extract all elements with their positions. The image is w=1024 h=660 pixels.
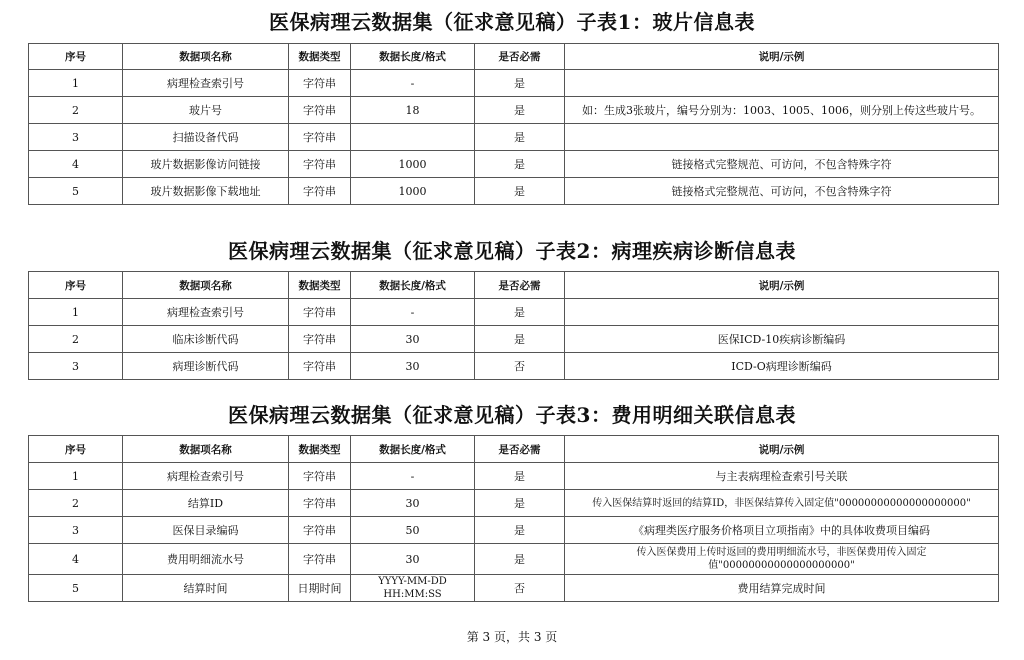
header-required: 是否必需: [475, 436, 565, 463]
cell-data-type: 字符串: [289, 326, 351, 353]
cell-length-format: YYYY-MM-DD HH:MM:SS: [351, 575, 475, 602]
cell-index: 1: [29, 299, 123, 326]
cell-required: 是: [475, 151, 565, 178]
table-row: [29, 70, 999, 97]
table-row: [29, 353, 999, 380]
table1-section: [0, 8, 1024, 36]
table-row: [29, 299, 999, 326]
cell-data-type: 日期时间: [289, 575, 351, 602]
header-index: 序号: [29, 436, 123, 463]
cell-description: 费用结算完成时间: [565, 575, 999, 602]
cell-length-format: -: [351, 463, 475, 490]
cell-index: 4: [29, 151, 123, 178]
cell-description: 链接格式完整规范、可访问，不包含特殊字符: [565, 178, 999, 205]
table-row: [29, 463, 999, 490]
cell-item-name: 医保目录编码: [123, 517, 289, 544]
cell-item-name: 病理检查索引号: [123, 463, 289, 490]
header-item-name: 数据项名称: [123, 272, 289, 299]
cell-index: 3: [29, 124, 123, 151]
cell-length-format: -: [351, 299, 475, 326]
header-length-format: 数据长度/格式: [351, 272, 475, 299]
cell-length-format: 30: [351, 326, 475, 353]
cell-data-type: 字符串: [289, 490, 351, 517]
table-row: [29, 151, 999, 178]
cell-required: 否: [475, 353, 565, 380]
header-index: 序号: [29, 44, 123, 70]
header-description: 说明/示例: [565, 436, 999, 463]
cell-required: 是: [475, 463, 565, 490]
table-row: [29, 326, 999, 353]
header-description: 说明/示例: [565, 44, 999, 70]
cell-data-type: 字符串: [289, 517, 351, 544]
cell-length-format: 18: [351, 97, 475, 124]
cell-item-name: 临床诊断代码: [123, 326, 289, 353]
cell-length-format: 1000: [351, 178, 475, 205]
cell-description: [565, 124, 999, 151]
header-data-type: 数据类型: [289, 436, 351, 463]
cell-item-name: 费用明细流水号: [123, 544, 289, 575]
table2-section: [0, 237, 1024, 265]
cell-item-name: 结算时间: [123, 575, 289, 602]
cell-description: 传入医保费用上传时返回的费用明细流水号，非医保费用传入固定值"00000000000000000000": [565, 544, 999, 575]
cell-length-format: 30: [351, 490, 475, 517]
page-footer: 第 3 页，共 3 页: [466, 630, 558, 644]
cell-length-format: [351, 124, 475, 151]
header-description: 说明/示例: [565, 272, 999, 299]
cell-item-name: 病理诊断代码: [123, 353, 289, 380]
cell-length-format: 50: [351, 517, 475, 544]
cell-length-format: 30: [351, 544, 475, 575]
cell-required: 是: [475, 490, 565, 517]
table1-header-row: [29, 44, 999, 70]
cell-description: 《病理类医疗服务价格项目立项指南》中的具体收费项目编码: [565, 517, 999, 544]
table-row: [29, 544, 999, 575]
table2-header-row: [29, 272, 999, 299]
table1-title: 医保病理云数据集（征求意见稿）子表1：玻片信息表: [269, 10, 755, 34]
cell-required: 是: [475, 124, 565, 151]
table3: [28, 435, 999, 602]
cell-index: 2: [29, 97, 123, 124]
header-item-name: 数据项名称: [123, 44, 289, 70]
cell-index: 1: [29, 70, 123, 97]
cell-description: 链接格式完整规范、可访问，不包含特殊字符: [565, 151, 999, 178]
cell-item-name: 病理检查索引号: [123, 70, 289, 97]
cell-description: [565, 299, 999, 326]
cell-length-format: -: [351, 70, 475, 97]
cell-index: 4: [29, 544, 123, 575]
cell-item-name: 玻片号: [123, 97, 289, 124]
cell-data-type: 字符串: [289, 124, 351, 151]
cell-item-name: 病理检查索引号: [123, 299, 289, 326]
cell-data-type: 字符串: [289, 299, 351, 326]
cell-description: ICD-O病理诊断编码: [565, 353, 999, 380]
table-row: [29, 575, 999, 602]
cell-data-type: 字符串: [289, 463, 351, 490]
table3-section: [0, 401, 1024, 429]
cell-index: 2: [29, 326, 123, 353]
table-row: [29, 124, 999, 151]
cell-data-type: 字符串: [289, 97, 351, 124]
cell-index: 2: [29, 490, 123, 517]
cell-required: 是: [475, 517, 565, 544]
table-row: [29, 517, 999, 544]
header-index: 序号: [29, 272, 123, 299]
table-row: [29, 178, 999, 205]
cell-length-format: 1000: [351, 151, 475, 178]
header-data-type: 数据类型: [289, 272, 351, 299]
table-row: [29, 490, 999, 517]
cell-description: 与主表病理检查索引号关联: [565, 463, 999, 490]
cell-description: [565, 70, 999, 97]
cell-required: 是: [475, 544, 565, 575]
header-data-type: 数据类型: [289, 44, 351, 70]
table2-title: 医保病理云数据集（征求意见稿）子表2：病理疾病诊断信息表: [228, 239, 796, 263]
cell-index: 3: [29, 353, 123, 380]
cell-required: 是: [475, 326, 565, 353]
table3-title: 医保病理云数据集（征求意见稿）子表3：费用明细关联信息表: [228, 403, 796, 427]
cell-index: 1: [29, 463, 123, 490]
cell-index: 5: [29, 575, 123, 602]
cell-data-type: 字符串: [289, 544, 351, 575]
cell-data-type: 字符串: [289, 353, 351, 380]
cell-required: 是: [475, 70, 565, 97]
cell-data-type: 字符串: [289, 151, 351, 178]
cell-length-format: 30: [351, 353, 475, 380]
cell-required: 否: [475, 575, 565, 602]
cell-description: 医保ICD-10疾病诊断编码: [565, 326, 999, 353]
header-length-format: 数据长度/格式: [351, 44, 475, 70]
header-item-name: 数据项名称: [123, 436, 289, 463]
header-length-format: 数据长度/格式: [351, 436, 475, 463]
cell-item-name: 扫描设备代码: [123, 124, 289, 151]
cell-required: 是: [475, 97, 565, 124]
cell-data-type: 字符串: [289, 178, 351, 205]
cell-required: 是: [475, 299, 565, 326]
cell-item-name: 玻片数据影像下载地址: [123, 178, 289, 205]
header-required: 是否必需: [475, 272, 565, 299]
cell-description: 如：生成3张玻片，编号分别为：1003、1005、1006，则分别上传这些玻片号。: [565, 97, 999, 124]
cell-item-name: 玻片数据影像访问链接: [123, 151, 289, 178]
cell-description: 传入医保结算时返回的结算ID，非医保结算传入固定值"00000000000000000000": [565, 490, 999, 517]
table3-header-row: [29, 436, 999, 463]
table-row: [29, 97, 999, 124]
cell-data-type: 字符串: [289, 70, 351, 97]
table1: [28, 43, 999, 205]
cell-item-name: 结算ID: [123, 490, 289, 517]
cell-index: 3: [29, 517, 123, 544]
cell-required: 是: [475, 178, 565, 205]
cell-index: 5: [29, 178, 123, 205]
header-required: 是否必需: [475, 44, 565, 70]
table2: [28, 271, 999, 380]
